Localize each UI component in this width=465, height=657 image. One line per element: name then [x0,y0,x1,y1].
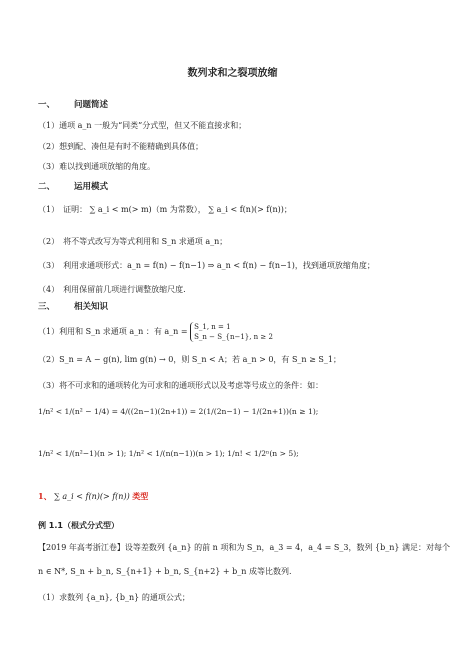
mode-item-1: （1） 证明： ∑ a_i < m(> m)（m 为常数）， ∑ a_i < f(n)(> f(n))； [38,205,292,214]
knowledge-item-1 [38,322,273,342]
section-name: 相关知识 [74,302,109,312]
knowledge-item-1-text: （1）利用和 S_n 求通项 a_n ：有 a_n = [38,327,188,336]
page-title: 数列求和之裂项放缩 [187,68,278,79]
example-source: 【2019 年高考浙江卷】 [38,543,125,552]
type-suffix: 类型 [132,491,149,501]
inequality-line-2: 1/n² < 1/(n²−1)(n > 1); 1/n² < 1/(n(n−1))(n > 1); 1/n! < 1/2ⁿ(n > 5); [38,449,299,458]
type-heading [38,490,148,503]
mode-item-3: （3） 利用求通项形式：a_n = f(n) − f(n−1) ⇒ a_n < f(n) − f(n−1)，找到通项放缩角度； [38,261,375,270]
knowledge-item-2: （2）S_n = A − g(n), lim g(n) → 0，则 S_n < A；若 a_n > 0，有 S_n ≥ S_1； [38,355,341,364]
section-heading-3 [38,300,109,312]
example-text-1 [38,542,450,554]
problem-item-1: （1）通项 a_n 一般为“同类”分式型，但又不能直接求和； [38,121,247,130]
mode-item-4: （4） 利用保留前几项进行调整放缩尺度. [38,285,186,294]
piecewise-brace [190,322,273,342]
piece-2: S_n − S_{n−1}, n ≥ 2 [194,333,273,341]
piece-1: S_1, n = 1 [194,323,231,331]
section-heading-1 [38,98,109,110]
knowledge-item-3: （3）将不可求和的通项转化为可求和的通项形式以及考虑等号成立的条件：如： [38,381,324,390]
section-name: 问题简述 [74,100,109,110]
problem-item-3: （3）难以找到通项放缩的角度。 [38,162,156,171]
type-formula: ∑ a_i < f(n)(> f(n)) [54,492,130,501]
section-name: 运用模式 [74,182,109,192]
section-number: 三、 [38,302,56,312]
example-heading: 例 1.1（根式分式型） [38,521,119,530]
mode-item-2: （2） 将不等式改写为等式利用和 S_n 求通项 a_n； [38,237,228,246]
example-text-2: n ∈ N*, S_n + b_n, S_{n+1} + b_n, S_{n+2} + b_n 成等比数列. [38,567,292,576]
section-number: 一、 [38,100,56,110]
section-heading-2 [38,180,109,192]
example-question-1: （1）求数列 {a_n}, {b_n} 的通项公式； [38,593,190,602]
inequality-line-1: 1/n² < 1/(n² − 1/4) = 4/((2n−1)(2n+1)) = 2(1/(2n−1) − 1/(2n+1))(n ≥ 1); [38,407,319,416]
section-number: 二、 [38,182,56,192]
type-index: 1、 [38,491,52,501]
problem-item-2: （2）想到配、凑但是有时不能精确到具体值； [38,142,204,151]
example-text-1-body: 设等差数列 {a_n} 的前 n 项和为 S_n，a_3 = 4，a_4 = S_3，数列 {b_n} 满足：对每个 [124,543,451,552]
